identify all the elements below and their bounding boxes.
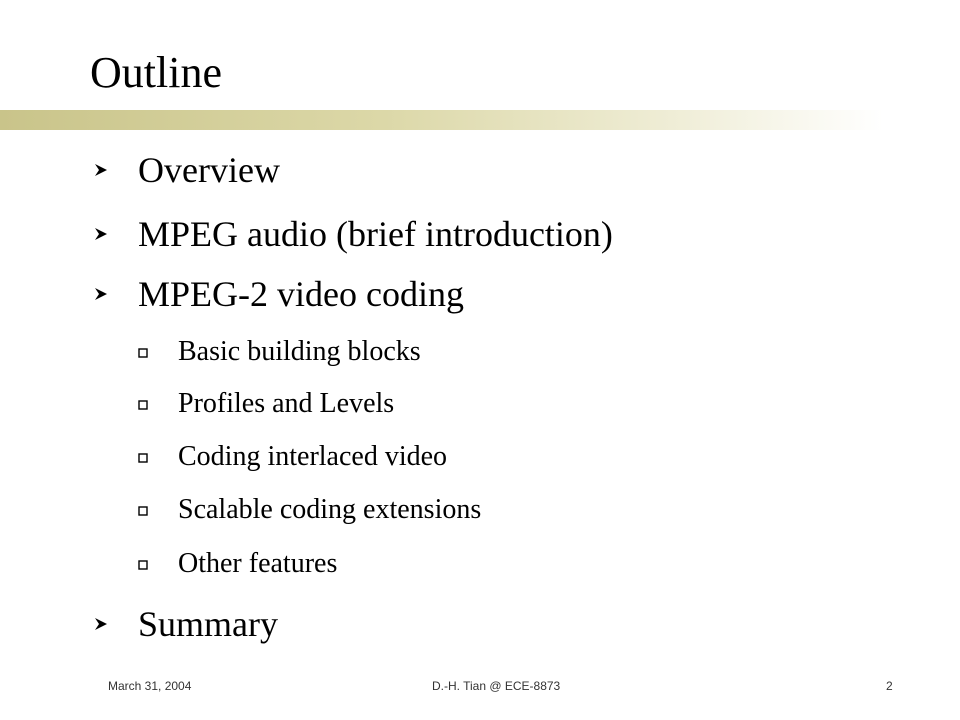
arrowhead-bullet-icon bbox=[94, 617, 108, 631]
footer-author: D.-H. Tian @ ECE-8873 bbox=[432, 679, 561, 693]
sub-bullet-text: Profiles and Levels bbox=[178, 388, 395, 419]
slide-number: 2 bbox=[886, 679, 893, 693]
sub-bullet-text: Other features bbox=[178, 548, 338, 579]
bullet-text: MPEG audio (brief introduction) bbox=[138, 214, 613, 254]
arrowhead-bullet-icon bbox=[94, 287, 108, 301]
sub-bullet-text: Coding interlaced video bbox=[178, 441, 448, 472]
bullet-text: Overview bbox=[138, 150, 280, 190]
sub-bullet-text: Basic building blocks bbox=[178, 336, 421, 367]
hollow-square-bullet-icon bbox=[138, 453, 148, 463]
slide-title: Outline bbox=[90, 48, 222, 97]
bullet-text: MPEG-2 video coding bbox=[138, 274, 464, 314]
hollow-square-bullet-icon bbox=[138, 560, 148, 570]
footer-date: March 31, 2004 bbox=[108, 679, 192, 693]
sub-bullet-text: Scalable coding extensions bbox=[178, 494, 482, 525]
hollow-square-bullet-icon bbox=[138, 400, 148, 410]
hollow-square-bullet-icon bbox=[138, 348, 148, 358]
hollow-square-bullet-icon bbox=[138, 506, 148, 516]
arrowhead-bullet-icon bbox=[94, 163, 108, 177]
arrowhead-bullet-icon bbox=[94, 227, 108, 241]
bullet-text: Summary bbox=[138, 604, 278, 644]
